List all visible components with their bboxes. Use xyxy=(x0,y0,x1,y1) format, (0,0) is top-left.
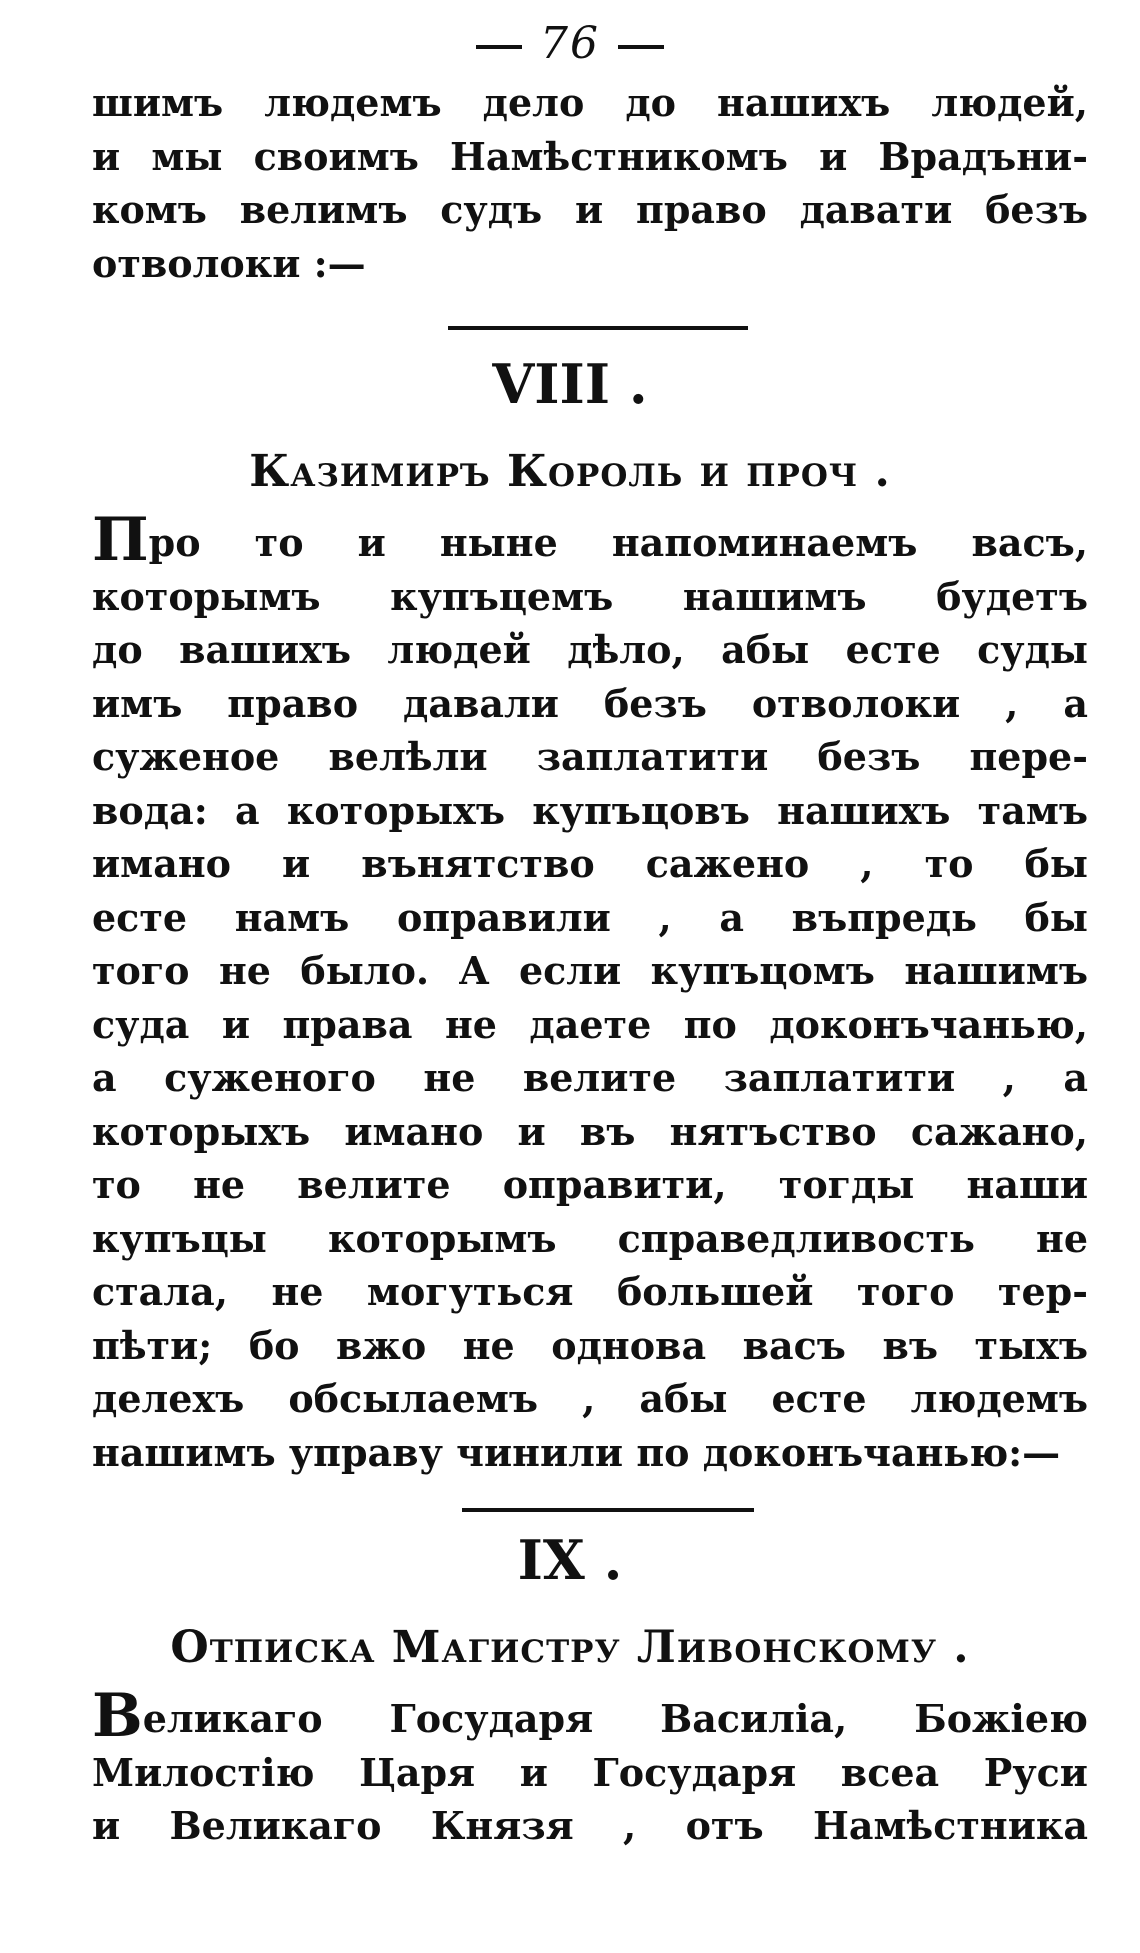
section-heading-viii: Казимиръ Король и проч . xyxy=(249,446,891,497)
page-number: 76 xyxy=(540,18,600,69)
first-line-text: ро то и ныне напоминаемъ васъ, xyxy=(148,520,1088,565)
text-line: до вашихъ людей дѣло, абы есте суды xyxy=(92,627,1088,672)
section-heading-ix: Отписка Магистру Ливонскому . xyxy=(170,1622,970,1673)
text-line: пѣти; бо вжо не однова васъ въ тыхъ xyxy=(92,1322,1088,1368)
text-line: а суженого не велите заплатити , а xyxy=(92,1055,1088,1100)
text-line-first xyxy=(92,516,1088,570)
text-line: имъ право давали безъ отволоки , а xyxy=(92,680,1088,726)
text-line: стала, не могуться большей того тер- xyxy=(92,1269,1088,1314)
text-line: то не велите оправити, тогды наши xyxy=(92,1162,1088,1207)
section-numeral-ix: IX . xyxy=(517,1528,623,1592)
text-line: вода: а которыхъ купъцовъ нашихъ тамъ xyxy=(92,787,1088,833)
text-line: суда и права не даете по доконъчанью, xyxy=(92,1001,1088,1047)
section-numeral-viii: VIII . xyxy=(492,352,648,416)
first-line-text: еликаго Государя Василіа, Божіею xyxy=(142,1696,1088,1741)
text-line: которымъ купъцемъ нашимъ будетъ xyxy=(92,573,1088,619)
text-line: Милостію Царя и Государя всеа Руси xyxy=(92,1749,1088,1795)
page-number-dash-right xyxy=(618,45,664,49)
text-line-first xyxy=(92,1692,1088,1746)
text-line: есте намъ оправили , а въпредь бы xyxy=(92,894,1088,940)
section-ix-text xyxy=(92,1692,1088,1853)
text-line: комъ велимъ судъ и право давати безъ xyxy=(92,187,1088,232)
text-line: суженое велѣли заплатити безъ пере- xyxy=(92,734,1088,779)
text-line: которыхъ имано и въ нятъство сажано, xyxy=(92,1108,1088,1154)
text-line: купъцы которымъ справедливость не xyxy=(92,1215,1088,1261)
text-line: шимъ людемъ дело до нашихъ людей, xyxy=(92,80,1088,125)
text-line: делехъ обсылаемъ , абы есте людемъ xyxy=(92,1376,1088,1421)
section-viii-text xyxy=(92,516,1088,1479)
page-number-header xyxy=(0,18,1140,69)
page-number-dash-left xyxy=(476,45,522,49)
text-line: отволоки :— xyxy=(92,240,366,286)
text-line: имано и вънятство сажено , то бы xyxy=(92,841,1088,886)
previous-section-text xyxy=(92,76,1088,290)
text-line: и мы своимъ Намѣстникомъ и Врадъни- xyxy=(92,133,1088,179)
drop-cap: В xyxy=(92,1692,143,1746)
text-line: и Великаго Князя , отъ Намѣстника xyxy=(92,1803,1088,1848)
section-divider-rule xyxy=(448,326,748,330)
drop-cap: П xyxy=(92,516,149,570)
text-line: того не было. А если купъцомъ нашимъ xyxy=(92,948,1088,993)
text-line: нашимъ управу чинили по доконъчанью:— xyxy=(92,1429,1061,1475)
section-divider-rule xyxy=(462,1508,754,1512)
